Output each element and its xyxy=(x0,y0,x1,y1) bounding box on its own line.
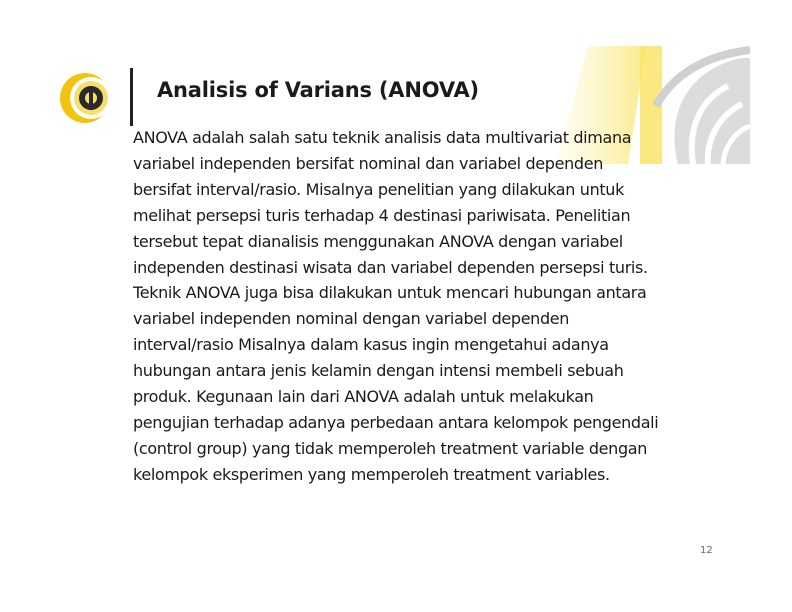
body-line: variabel independen nominal dengan variabel dependen xyxy=(133,309,570,329)
body-line: melihat persepsi turis terhadap 4 destinasi pariwisata. Penelitian xyxy=(133,205,631,225)
body-line: (control group) yang tidak memperoleh treatment variable dengan xyxy=(133,438,647,458)
slide-title: Analisis of Varians (ANOVA) xyxy=(157,78,479,102)
body-line: variabel independen bersifat nominal dan variabel dependen xyxy=(133,153,603,173)
page-number: 12 xyxy=(700,545,713,556)
title-divider xyxy=(130,68,133,126)
body-line: ANOVA adalah salah satu teknik analisis data multivariat dimana xyxy=(133,128,632,147)
body-text xyxy=(133,125,743,488)
university-logo-icon xyxy=(58,68,118,128)
body-line: hubungan antara jenis kelamin dengan intensi membeli sebuah xyxy=(133,361,624,381)
body-line: independen destinasi wisata dan variabel dependen persepsi turis. xyxy=(133,257,648,277)
body-line: pengujian terhadap adanya perbedaan antara kelompok pengendali xyxy=(133,412,659,432)
body-line: tersebut tepat dianalisis menggunakan ANOVA dengan variabel xyxy=(133,231,623,251)
body-line: interval/rasio Misalnya dalam kasus ingin mengetahui adanya xyxy=(133,335,609,355)
body-line: produk. Kegunaan lain dari ANOVA adalah untuk melakukan xyxy=(133,387,594,407)
body-line: kelompok eksperimen yang memperoleh treatment variables. xyxy=(133,464,610,484)
body-line: Teknik ANOVA juga bisa dilakukan untuk mencari hubungan antara xyxy=(133,283,647,303)
body-line: bersifat interval/rasio. Misalnya penelitian yang dilakukan untuk xyxy=(133,179,625,199)
